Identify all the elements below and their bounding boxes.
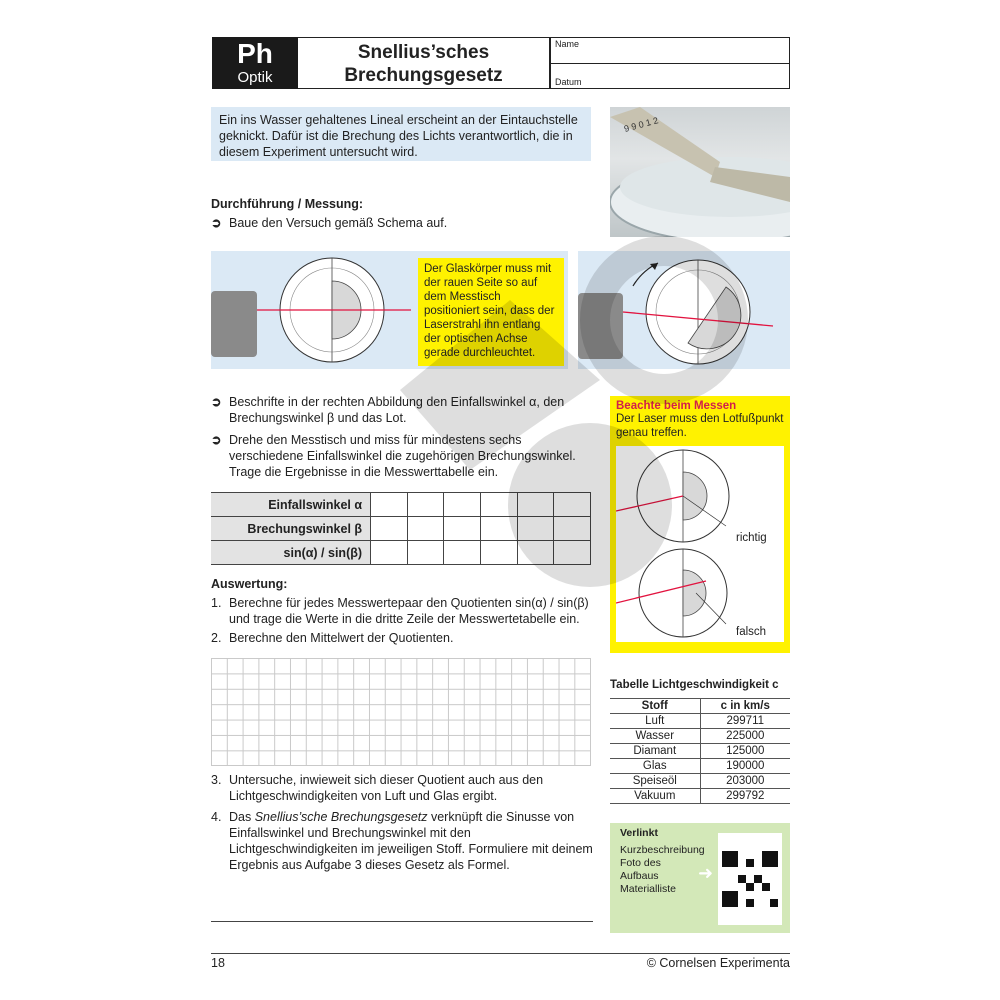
label-correct: richtig	[736, 532, 767, 544]
material-cell: Speiseöl	[610, 774, 700, 789]
speed-cell: 203000	[700, 774, 790, 789]
item-text: Untersuche, inwieweit sich dieser Quotient auch aus den Lichtgeschwindigkeiten von Luft und Glas ergibt.	[229, 773, 544, 803]
item-number: 4.	[211, 810, 222, 824]
table-row	[610, 759, 790, 774]
evaluation-heading: Auswertung:	[211, 577, 288, 591]
col-header-speed: c in km/s	[700, 699, 790, 714]
linked-resources-box	[610, 823, 790, 933]
hint-text: Der Laser muss den Lotfußpunkt genau treffen.	[616, 413, 784, 439]
speed-cell: 190000	[700, 759, 790, 774]
item-number: 3.	[211, 773, 222, 787]
material-cell: Glas	[610, 759, 700, 774]
table-row	[610, 714, 790, 729]
label-wrong: falsch	[736, 626, 767, 638]
row-label-refraction: Brechungswinkel β	[211, 517, 371, 541]
row-label-quotient: sin(α) / sin(β)	[211, 541, 371, 565]
input-cell[interactable]	[517, 493, 554, 517]
date-label: Datum	[555, 77, 582, 87]
table-row	[610, 774, 790, 789]
name-field[interactable]	[551, 38, 789, 63]
date-field[interactable]	[551, 63, 789, 89]
hint-title: Beachte beim Messen	[616, 400, 737, 412]
evaluation-item-3	[211, 772, 596, 804]
procedure-heading: Durchführung / Messung:	[211, 197, 364, 211]
input-cell[interactable]	[444, 493, 481, 517]
table-row	[610, 729, 790, 744]
linked-item[interactable]: Kurzbeschreibung	[620, 844, 705, 856]
photo-illustration	[610, 107, 790, 237]
material-cell: Luft	[610, 714, 700, 729]
footer-divider	[211, 953, 790, 954]
table-row	[211, 517, 591, 541]
protractor-diagram-rotated	[578, 251, 790, 369]
evaluation-item-2	[211, 630, 596, 646]
input-cell[interactable]	[481, 541, 518, 565]
name-date-box	[550, 37, 790, 89]
procedure-step-1	[211, 215, 591, 237]
col-header-material: Stoff	[610, 699, 700, 714]
speed-cell: 225000	[700, 729, 790, 744]
procedure-steps	[211, 394, 596, 486]
input-cell[interactable]	[407, 541, 444, 565]
qr-code-icon[interactable]	[718, 833, 782, 925]
ruler-in-water-photo	[610, 107, 790, 237]
speed-cell: 299711	[700, 714, 790, 729]
arrow-bullet-icon: ➲	[211, 433, 222, 447]
table-row	[211, 541, 591, 565]
hint-diagrams	[616, 446, 784, 642]
speed-cell: 125000	[700, 744, 790, 759]
step-3-text: Drehe den Messtisch und miss für mindestens sechs verschiedene Einfallswinkel die zugehörigen Brechungswinkel. Trage die Ergebnisse in die Messwerttabelle ein.	[229, 433, 576, 479]
row-label-incidence: Einfallswinkel α	[211, 493, 371, 517]
item-text: Berechne für jedes Messwertepaar den Quotienten sin(α) / sin(β) und trage die Werte in die dritte Zeile der Messwertetabelle ein.	[229, 596, 589, 626]
arrow-bullet-icon: ➲	[211, 395, 222, 409]
input-cell[interactable]	[554, 541, 591, 565]
speed-table-title: Tabelle Lichtgeschwindigkeit c	[610, 679, 779, 691]
table-row	[211, 493, 591, 517]
table-row	[610, 789, 790, 804]
name-label: Name	[555, 39, 580, 49]
speed-cell: 299792	[700, 789, 790, 804]
speed-table	[610, 698, 790, 804]
material-cell: Wasser	[610, 729, 700, 744]
setup-diagram-right	[578, 251, 790, 369]
linked-item[interactable]: Materialliste	[620, 883, 677, 895]
measurement-table	[211, 492, 591, 565]
evaluation-item-4	[211, 809, 596, 873]
title-line-1: Snellius’sches	[357, 42, 490, 63]
item-text-emphasis: Snellius’sche Brechungsgesetz	[254, 810, 428, 824]
subject-topic: Optik	[237, 69, 273, 86]
intro-text: Ein ins Wasser gehaltenes Lineal erscheint an der Eintauchstelle geknickt. Dafür ist die Brechung des Lichts verantwortlich, die in diesem Experiment untersucht wird.	[211, 107, 591, 161]
item-number: 1.	[211, 596, 222, 610]
input-cell[interactable]	[407, 517, 444, 541]
step-2-text: Beschrifte in der rechten Abbildung den Einfallswinkel α, den Brechungswinkel β und das Lot.	[229, 395, 565, 425]
correct-wrong-diagrams	[616, 446, 784, 642]
step-1-text: Baue den Versuch gemäß Schema auf.	[229, 216, 448, 230]
linked-heading: Verlinkt	[620, 827, 658, 839]
procedure-step-2	[211, 394, 596, 426]
worksheet-title	[298, 37, 550, 89]
answer-line[interactable]	[211, 921, 593, 922]
measuring-hint-box	[610, 396, 790, 653]
input-cell[interactable]	[554, 517, 591, 541]
arrow-right-icon: ➜	[698, 863, 714, 883]
material-cell: Diamant	[610, 744, 700, 759]
input-cell[interactable]	[517, 541, 554, 565]
material-cell: Vakuum	[610, 789, 700, 804]
input-cell[interactable]	[407, 493, 444, 517]
input-cell[interactable]	[444, 541, 481, 565]
input-cell[interactable]	[371, 493, 408, 517]
input-cell[interactable]	[481, 517, 518, 541]
input-cell[interactable]	[554, 493, 591, 517]
input-cell[interactable]	[371, 541, 408, 565]
evaluation-item-1	[211, 595, 596, 627]
arrow-bullet-icon: ➲	[211, 216, 222, 230]
table-header-row	[610, 699, 790, 714]
calculation-grid[interactable]	[211, 658, 591, 766]
page-number: 18	[211, 956, 225, 970]
title-line-2: Brechungsgesetz	[344, 65, 503, 86]
input-cell[interactable]	[517, 517, 554, 541]
input-cell[interactable]	[371, 517, 408, 541]
input-cell[interactable]	[444, 517, 481, 541]
procedure-step-3	[211, 432, 596, 480]
svg-text:9 9 0 1 2: 9 9 0 1 2	[622, 115, 660, 134]
input-cell[interactable]	[481, 493, 518, 517]
item-text: Berechne den Mittelwert der Quotienten.	[229, 631, 454, 645]
linked-item[interactable]: Foto des Aufbaus	[620, 857, 661, 882]
item-text-post: verknüpft die Sinusse von Einfallswinkel und Brechungswinkel mit den Lichtgeschwindigkeiten im jeweiligen Stoff. Formuliere mit deinem Ergebnis aus Aufgabe 3 dieses Gesetz als Formel.	[229, 810, 593, 872]
qr-pattern	[722, 851, 778, 907]
item-number: 2.	[211, 631, 222, 645]
subject-symbol: Ph	[237, 38, 273, 69]
copyright: © Cornelsen Experimenta	[646, 956, 790, 970]
item-text-pre: Das	[229, 810, 255, 824]
subject-badge	[212, 37, 298, 89]
setup-note: Der Glaskörper muss mit der rauen Seite so auf dem Messtisch positioniert sein, dass der Laserstrahl ihn entlang der optischen Achse gerade durchleuchtet.	[418, 258, 564, 366]
table-row	[610, 744, 790, 759]
